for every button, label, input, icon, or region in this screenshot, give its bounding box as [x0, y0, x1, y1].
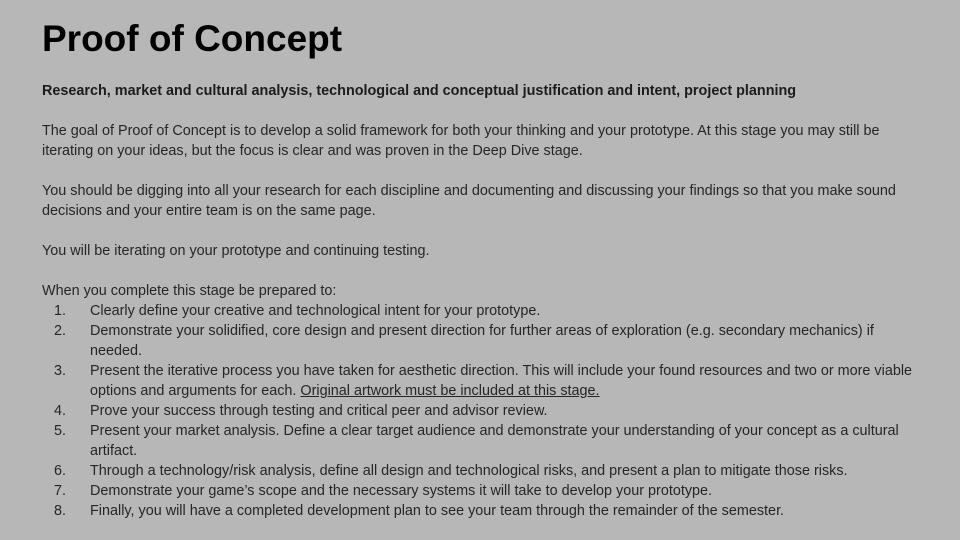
list-item-text: Demonstrate your game’s scope and the necessary systems it will take to develop your prototype.	[90, 483, 713, 499]
list-item-text: Prove your success through testing and critical peer and advisor review.	[90, 403, 548, 419]
list-intro: When you complete this stage be prepared to:	[42, 283, 337, 299]
slide-title: Proof of Concept	[42, 18, 343, 59]
list-item	[42, 501, 922, 521]
list-item	[42, 321, 922, 361]
list-item-emphasis: Original artwork must be included at this stage.	[300, 383, 600, 399]
list-item-text: Present your market analysis. Define a clear target audience and demonstrate your understanding of your concept as a cultural artifact.	[90, 423, 899, 459]
spacer	[42, 221, 922, 241]
paragraph-iterating: You will be iterating on your prototype and continuing testing.	[42, 243, 430, 259]
list-item	[42, 481, 922, 501]
requirements-list	[42, 301, 922, 521]
list-item-text: Finally, you will have a completed development plan to see your team through the remainder of the semester.	[90, 503, 785, 519]
slide-body	[42, 81, 922, 521]
list-item-number: 4.	[54, 403, 67, 419]
list-item	[42, 461, 922, 481]
slide-subtitle: Research, market and cultural analysis, technological and conceptual justification and intent, project planning	[42, 83, 797, 99]
list-item-text: Demonstrate your solidified, core design and present direction for further areas of exploration (e.g. secondary mechanics) if needed.	[90, 323, 874, 359]
paragraph-goal: The goal of Proof of Concept is to develop a solid framework for both your thinking and your prototype. At this stage you may still be iterating on your ideas, but the focus is clear and was proven in the Deep Dive stage.	[42, 123, 880, 159]
spacer	[42, 261, 922, 281]
spacer	[42, 161, 922, 181]
list-item-text: Present the iterative process you have taken for aesthetic direction. This will include your found resources and two or more viable options and arguments for each.	[90, 363, 913, 399]
spacer	[42, 101, 922, 121]
list-item	[42, 421, 922, 461]
list-item	[42, 301, 922, 321]
list-item	[42, 401, 922, 421]
list-item-number: 2.	[54, 323, 67, 339]
list-item-number: 7.	[54, 483, 67, 499]
list-item-text: Clearly define your creative and technological intent for your prototype.	[90, 303, 541, 319]
list-item-number: 1.	[54, 303, 67, 319]
list-item-number: 6.	[54, 463, 67, 479]
list-item-text: Through a technology/risk analysis, define all design and technological risks, and present a plan to mitigate those risks.	[90, 463, 848, 479]
list-item	[42, 361, 922, 401]
list-item-number: 8.	[54, 503, 67, 519]
list-item-number: 3.	[54, 363, 67, 379]
list-item-number: 5.	[54, 423, 67, 439]
paragraph-research: You should be digging into all your research for each discipline and documenting and discussing your findings so that you make sound decisions and your entire team is on the same page.	[42, 183, 896, 219]
